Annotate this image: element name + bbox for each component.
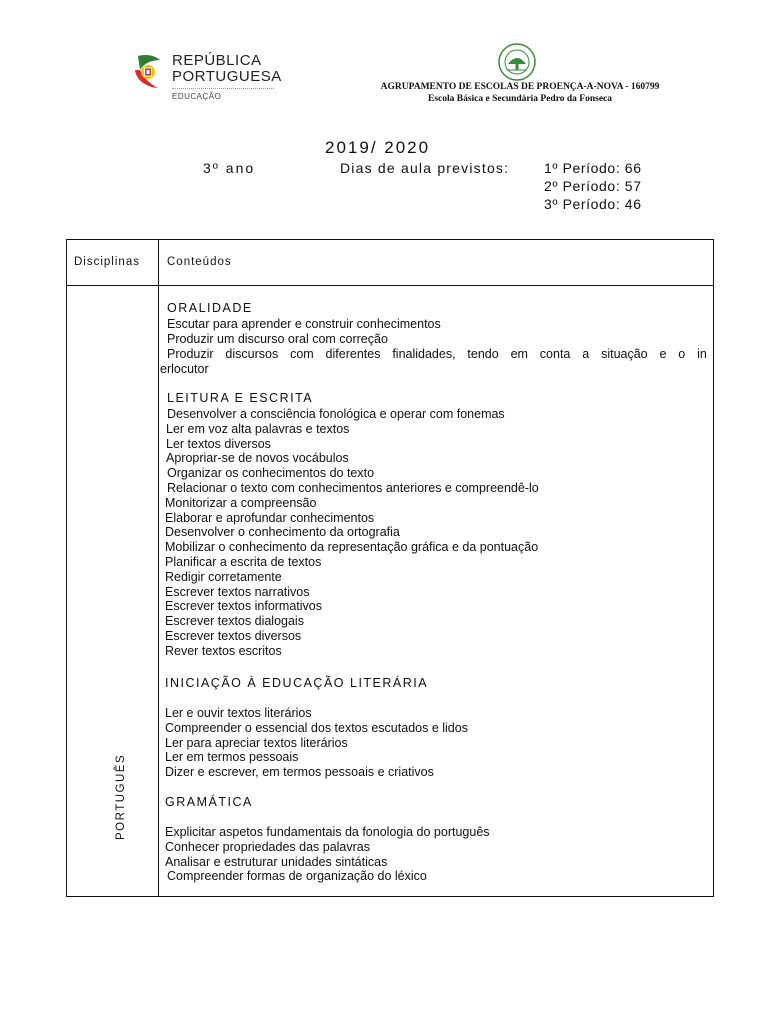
curriculum-table — [66, 239, 714, 897]
list-item: Escrever textos dialogais — [165, 614, 304, 629]
header-contents: Conteúdos — [167, 256, 232, 268]
section-title-gramatica: GRAMÁTICA — [165, 795, 253, 809]
justified-word: situação — [601, 347, 648, 361]
logo-subtitle: EDUCAÇÃO — [172, 92, 222, 101]
logo-name-line2: PORTUGUESA — [172, 68, 282, 85]
list-item: Rever textos escritos — [165, 643, 282, 658]
period-3: 3º Período: 46 — [544, 196, 642, 212]
section-title-oralidade: ORALIDADE — [167, 301, 253, 315]
list-item: Ler textos diversos — [166, 436, 271, 451]
justified-word: finalidades, — [392, 347, 456, 361]
justified-word: Produzir — [167, 347, 214, 361]
list-item: Monitorizar a compreensão — [165, 495, 317, 510]
list-item: Ler em voz alta palavras e textos — [166, 421, 350, 436]
justified-word: discursos — [225, 347, 279, 361]
logo-name-line1: REPÚBLICA — [172, 52, 262, 69]
list-item: Escrever textos informativos — [165, 599, 322, 614]
contents-cell — [67, 240, 713, 896]
list-item: Redigir corretamente — [165, 569, 282, 584]
list-item: Organizar os conhecimentos do texto — [167, 466, 375, 481]
republica-portuguesa-logo — [132, 50, 282, 106]
justified-word: o — [678, 347, 686, 361]
list-item: Elaborar e aprofundar conhecimentos — [165, 510, 375, 525]
period-1: 1º Período: 66 — [544, 160, 642, 176]
school-year: 2019/ 2020 — [325, 138, 431, 157]
subject-name: PORTUGUÊS — [115, 753, 127, 840]
justified-word: e — [659, 347, 667, 361]
list-item: Escutar para aprender e construir conhecimentos — [167, 317, 441, 331]
list-item: Mobilizar o conhecimento da representação gráfica e da pontuação — [165, 540, 539, 555]
list-item: Compreender formas de organização do léxico — [167, 869, 427, 884]
list-item: Conhecer propriedades das palavras — [165, 839, 370, 854]
list-item: Dizer e escrever, em termos pessoais e criativos — [165, 765, 434, 780]
list-item: Ler em termos pessoais — [165, 750, 299, 765]
list-item: Produzir um discurso oral com correção — [167, 332, 388, 346]
logo-divider — [172, 88, 274, 89]
justified-word: diferentes — [325, 347, 381, 361]
school-seal-icon — [494, 42, 540, 82]
justified-word: tendo — [467, 347, 499, 361]
school-name: Escola Básica e Secundária Pedro da Fonseca — [427, 94, 613, 104]
portuguese-republic-emblem-icon — [132, 52, 166, 90]
list-item-continuation: erlocutor — [160, 362, 209, 376]
justified-word: a — [582, 347, 590, 361]
grade-label: 3º ano — [203, 160, 256, 176]
list-item: Escrever textos diversos — [165, 629, 302, 643]
days-label: Dias de aula previstos: — [340, 160, 510, 176]
list-item: Planificar a escrita de textos — [165, 555, 322, 569]
list-item: Explicitar aspetos fundamentais da fonologia do português — [165, 825, 490, 839]
list-item-justified — [167, 347, 707, 361]
list-item: Relacionar o texto com conhecimentos anteriores e compreendê-lo — [167, 481, 539, 495]
justified-word: em — [510, 347, 528, 361]
section-title-iniciacao: INICIAÇÃO À EDUCAÇÃO LITERÁRIA — [165, 676, 429, 690]
list-item: Escrever textos narrativos — [165, 584, 310, 599]
list-item: Desenvolver o conhecimento da ortografia — [165, 525, 400, 540]
list-item: Compreender o essencial dos textos escutados e lidos — [165, 720, 468, 735]
section-title-leitura: LEITURA E ESCRITA — [167, 391, 314, 405]
list-item: Analisar e estruturar unidades sintáticas — [165, 854, 388, 869]
period-2: 2º Período: 57 — [544, 178, 642, 194]
list-item: Ler para apreciar textos literários — [165, 735, 348, 750]
list-item: Ler e ouvir textos literários — [165, 706, 312, 720]
header-disciplines: Disciplinas — [74, 256, 140, 268]
justified-word: in — [697, 347, 707, 361]
list-item: Desenvolver a consciência fonológica e operar com fonemas — [167, 407, 505, 421]
justified-word: com — [290, 347, 314, 361]
justified-word: conta — [539, 347, 571, 361]
school-group-name: AGRUPAMENTO DE ESCOLAS DE PROENÇA-A-NOVA - 160799 — [380, 82, 660, 92]
list-item: Apropriar-se de novos vocábulos — [166, 451, 349, 466]
